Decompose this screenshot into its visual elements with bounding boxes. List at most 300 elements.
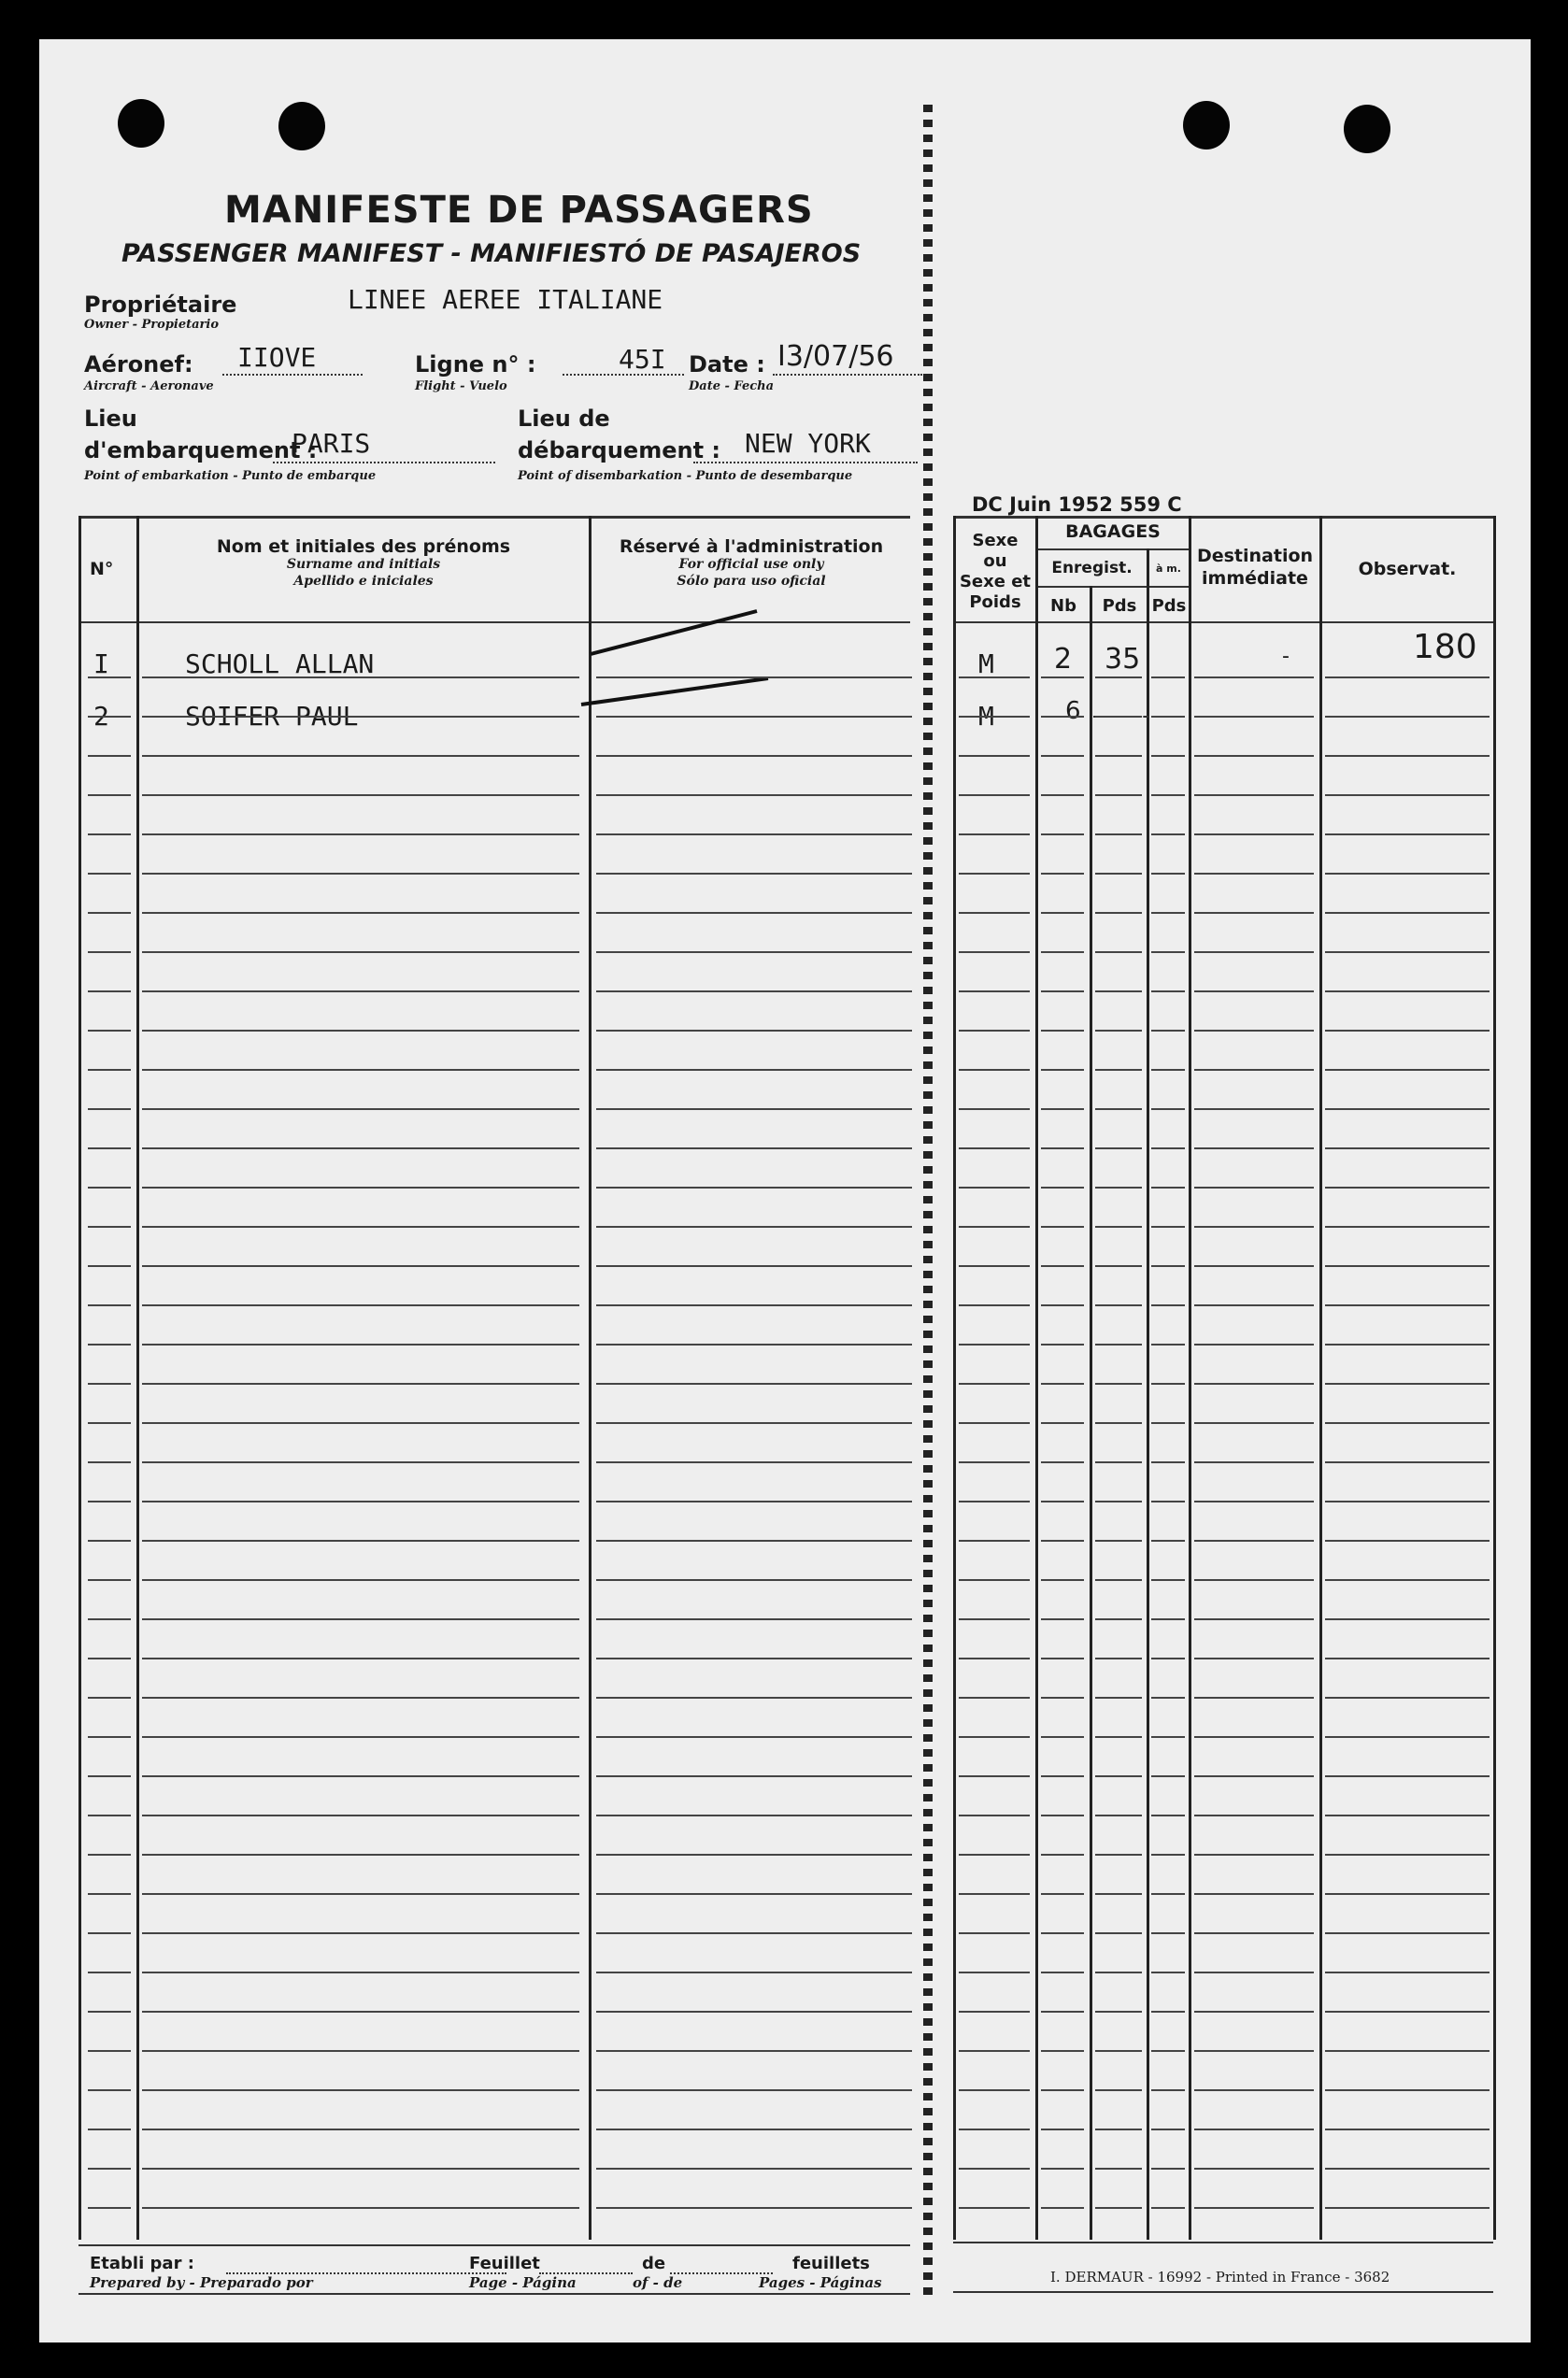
owner-label: Propriétaire — [84, 292, 237, 318]
row-rule — [1194, 833, 1314, 835]
embarkation-underline — [273, 462, 495, 463]
row-rule — [1041, 1775, 1084, 1777]
row-rule — [1095, 2089, 1142, 2091]
row-rule — [1325, 912, 1490, 914]
row-rule — [142, 794, 579, 796]
row-rule — [1151, 990, 1185, 992]
disembarkation-underline — [693, 462, 918, 463]
manifest-sheet — [39, 39, 1531, 2342]
col-border — [1493, 516, 1496, 2240]
row-rule — [1041, 2011, 1084, 2013]
row-rule — [1325, 1697, 1490, 1699]
row-rule — [596, 1265, 912, 1267]
row-rule — [1151, 2207, 1185, 2209]
col-border — [953, 516, 956, 2240]
punch-hole — [118, 99, 164, 148]
row-rule — [142, 990, 579, 992]
table-top-border — [78, 516, 910, 519]
row-rule — [1194, 1422, 1314, 1424]
row-rule — [1095, 794, 1142, 796]
col-border — [1189, 516, 1191, 2240]
row-rule — [88, 1461, 131, 1463]
sheets-label: feuillets — [792, 2254, 870, 2273]
row-rule — [596, 1893, 912, 1895]
row-rule — [1194, 990, 1314, 992]
row-rule — [1194, 1383, 1314, 1385]
header-hand-baggage: à m. — [1156, 562, 1181, 575]
row-rule — [1151, 1775, 1185, 1777]
row-rule — [1041, 1854, 1084, 1856]
row-rule — [1325, 755, 1490, 757]
row-rule — [88, 2089, 131, 2091]
header-nb: Nb — [1050, 596, 1076, 616]
row-rule — [1194, 2050, 1314, 2052]
row-rule — [1151, 1265, 1185, 1267]
row-rule — [959, 1304, 1030, 1306]
row-rule — [1325, 2129, 1490, 2130]
row-rule — [1095, 2168, 1142, 2170]
row-rule — [959, 1226, 1030, 1228]
row-rule — [1151, 873, 1185, 875]
row-rule — [88, 1775, 131, 1777]
row-rule — [88, 2129, 131, 2130]
row-rule — [1095, 912, 1142, 914]
punch-hole — [1344, 105, 1390, 153]
row-rule — [1194, 1461, 1314, 1463]
row-rule — [1151, 794, 1185, 796]
row-rule — [596, 1108, 912, 1110]
row-rule — [596, 755, 912, 757]
row-rule — [596, 2050, 912, 2052]
row-rule — [1194, 676, 1314, 678]
row-rule — [1041, 2050, 1084, 2052]
row-rule — [142, 1736, 579, 1738]
row-rule — [88, 1187, 131, 1189]
row-rule — [142, 1030, 579, 1032]
aircraft-label: Aéronef: — [84, 351, 193, 377]
row-rule — [1041, 1540, 1084, 1542]
row-rule — [959, 1540, 1030, 1542]
row-rule — [959, 1069, 1030, 1071]
form-code: DC Juin 1952 559 C — [972, 493, 1182, 516]
row-rule — [1194, 951, 1314, 953]
row-rule — [1041, 1815, 1084, 1816]
owner-sublabel: Owner - Propietario — [84, 318, 220, 332]
row-rule — [1194, 2011, 1314, 2013]
row-rule — [1194, 2168, 1314, 2170]
row-rule — [142, 1618, 579, 1620]
row-rule — [1325, 1304, 1490, 1306]
row-rule — [1325, 1344, 1490, 1346]
row-rule — [1325, 2089, 1490, 2091]
row-rule — [1194, 1540, 1314, 1542]
reserved-strike-marks — [535, 600, 777, 721]
header-pds: Pds — [1102, 596, 1137, 616]
header-reserved-fr: Réservé à l'administration — [619, 536, 884, 557]
flight-label: Ligne n° : — [415, 351, 536, 377]
row-rule — [596, 1069, 912, 1071]
row-rule — [1151, 1893, 1185, 1895]
row-rule — [142, 1854, 579, 1856]
row-rule — [1041, 1383, 1084, 1385]
header-sex-4: Poids — [969, 592, 1021, 612]
passenger-2-sex: M — [978, 701, 994, 732]
row-rule — [1151, 716, 1185, 718]
row-rule — [1151, 2011, 1185, 2013]
row-rule — [1151, 1344, 1185, 1346]
row-rule — [1095, 676, 1142, 678]
row-rule — [1151, 1501, 1185, 1502]
row-rule — [1151, 1618, 1185, 1620]
disembarkation-label-2: débarquement : — [518, 437, 721, 463]
row-rule — [596, 794, 912, 796]
row-rule — [1151, 1422, 1185, 1424]
row-rule — [959, 1461, 1030, 1463]
row-rule — [596, 1030, 912, 1032]
row-rule — [88, 1265, 131, 1267]
row-rule — [959, 2011, 1030, 2013]
row-rule — [596, 833, 912, 835]
row-rule — [88, 2050, 131, 2052]
row-rule — [142, 2168, 579, 2170]
row-rule — [1151, 1972, 1185, 1973]
header-no: N° — [90, 559, 114, 579]
passenger-1-pds: 35 — [1105, 643, 1141, 676]
col-border — [1035, 516, 1038, 2240]
row-rule — [1095, 1893, 1142, 1895]
row-rule — [1041, 1344, 1084, 1346]
row-rule — [142, 873, 579, 875]
row-rule — [959, 1697, 1030, 1699]
row-rule — [1325, 1775, 1490, 1777]
row-rule — [959, 1736, 1030, 1738]
row-rule — [1194, 1893, 1314, 1895]
row-rule — [959, 1108, 1030, 1110]
row-rule — [959, 794, 1030, 796]
row-rule — [1194, 1304, 1314, 1306]
date-sublabel: Date - Fecha — [689, 379, 774, 393]
row-rule — [596, 2168, 912, 2170]
row-rule — [1151, 1304, 1185, 1306]
row-rule — [1041, 1030, 1084, 1032]
row-rule — [959, 1972, 1030, 1973]
row-rule — [1041, 1187, 1084, 1189]
row-rule — [959, 1893, 1030, 1895]
row-rule — [1095, 873, 1142, 875]
row-rule — [1325, 1932, 1490, 1934]
row-rule — [1325, 1108, 1490, 1110]
row-rule — [1151, 1147, 1185, 1149]
row-rule — [1194, 1775, 1314, 1777]
row-rule — [1151, 676, 1185, 678]
row-rule — [1325, 676, 1490, 678]
row-rule — [88, 1304, 131, 1306]
row-rule — [959, 2207, 1030, 2209]
header-sex-3: Sexe et — [959, 572, 1032, 591]
disembarkation-label-1: Lieu de — [518, 406, 610, 432]
row-rule — [1325, 2207, 1490, 2209]
row-rule — [596, 1344, 912, 1346]
row-rule — [1194, 1697, 1314, 1699]
row-rule — [1095, 2207, 1142, 2209]
row-rule — [1151, 833, 1185, 835]
row-rule — [142, 1422, 579, 1424]
row-rule — [596, 912, 912, 914]
passenger-1-no: I — [93, 648, 109, 679]
embarkation-value: PARIS — [292, 428, 371, 459]
row-rule — [959, 1932, 1030, 1934]
row-rule — [1041, 1893, 1084, 1895]
row-rule — [959, 2129, 1030, 2130]
row-rule — [88, 873, 131, 875]
row-rule — [1194, 1618, 1314, 1620]
row-rule — [1194, 1030, 1314, 1032]
row-rule — [596, 1736, 912, 1738]
row-rule — [959, 755, 1030, 757]
row-rule — [1325, 2011, 1490, 2013]
table-top-border-right — [953, 516, 1493, 519]
sheet-sublabel: Page - Página — [469, 2274, 577, 2291]
row-rule — [1041, 1618, 1084, 1620]
row-rule — [1325, 1461, 1490, 1463]
row-rule — [88, 833, 131, 835]
row-rule — [1095, 1697, 1142, 1699]
row-rule — [1194, 1579, 1314, 1581]
row-rule — [1194, 1344, 1314, 1346]
row-rule — [1325, 1893, 1490, 1895]
row-rule — [596, 1540, 912, 1542]
row-rule — [596, 1618, 912, 1620]
row-rule — [1041, 951, 1084, 953]
row-rule — [1194, 1226, 1314, 1228]
row-rule — [959, 1579, 1030, 1581]
row-rule — [88, 1501, 131, 1502]
header-name-fr: Nom et initiales des prénoms — [216, 536, 511, 557]
table-header-bottom-right — [953, 621, 1493, 623]
col-border — [1147, 548, 1149, 2240]
row-rule — [959, 1265, 1030, 1267]
row-rule — [1151, 1226, 1185, 1228]
header-sex-1: Sexe — [972, 531, 1019, 550]
row-rule — [142, 1226, 579, 1228]
row-rule — [1325, 1030, 1490, 1032]
punch-hole — [278, 102, 325, 150]
footer-bottom-border-right — [953, 2291, 1493, 2293]
row-rule — [1041, 1736, 1084, 1738]
row-rule — [1325, 1658, 1490, 1659]
row-rule — [596, 716, 912, 718]
row-rule — [1095, 1854, 1142, 1856]
row-rule — [1151, 2168, 1185, 2170]
row-rule — [959, 912, 1030, 914]
row-rule — [596, 1658, 912, 1659]
row-rule — [596, 951, 912, 953]
row-rule — [959, 1775, 1030, 1777]
disembarkation-value: NEW YORK — [745, 428, 871, 459]
row-rule — [142, 951, 579, 953]
row-rule — [1041, 1932, 1084, 1934]
row-rule — [142, 1697, 579, 1699]
row-rule — [1095, 1461, 1142, 1463]
row-rule — [1325, 833, 1490, 835]
row-rule — [142, 676, 579, 678]
row-rule — [142, 1815, 579, 1816]
row-rule — [142, 1187, 579, 1189]
row-rule — [88, 716, 131, 718]
passenger-2-nb: 6 — [1065, 697, 1081, 725]
row-rule — [1095, 1501, 1142, 1502]
row-rule — [1095, 1932, 1142, 1934]
passenger-1-nb: 2 — [1054, 643, 1073, 676]
sheet-label: Feuillet — [469, 2254, 540, 2273]
row-rule — [88, 1815, 131, 1816]
row-rule — [1095, 1972, 1142, 1973]
header-name-es: Apellido e iniciales — [293, 574, 434, 589]
row-rule — [1095, 951, 1142, 953]
row-rule — [1041, 1304, 1084, 1306]
row-rule — [88, 2168, 131, 2170]
row-rule — [596, 1697, 912, 1699]
row-rule — [142, 1461, 579, 1463]
row-rule — [1325, 951, 1490, 953]
row-rule — [1151, 1069, 1185, 1071]
row-rule — [1095, 2050, 1142, 2052]
row-rule — [1325, 1069, 1490, 1071]
passenger-1-sex: M — [978, 648, 994, 679]
row-rule — [142, 833, 579, 835]
row-rule — [142, 1972, 579, 1973]
row-rule — [959, 2050, 1030, 2052]
row-rule — [142, 755, 579, 757]
disembarkation-sublabel: Point of disembarkation - Punto de desembarque — [518, 469, 853, 483]
row-rule — [1194, 2089, 1314, 2091]
row-rule — [88, 755, 131, 757]
row-rule — [1325, 1579, 1490, 1581]
row-rule — [596, 990, 912, 992]
row-rule — [142, 1658, 579, 1659]
row-rule — [88, 1108, 131, 1110]
row-rule — [596, 1304, 912, 1306]
footer-top-border-right — [953, 2242, 1493, 2243]
row-rule — [88, 1147, 131, 1149]
row-rule — [596, 1815, 912, 1816]
header-sex-2: ou — [983, 551, 1007, 571]
row-rule — [1194, 794, 1314, 796]
row-rule — [1325, 1815, 1490, 1816]
row-rule — [88, 1422, 131, 1424]
footer-top-border — [78, 2244, 910, 2246]
row-rule — [1095, 1265, 1142, 1267]
row-rule — [1151, 1932, 1185, 1934]
printer-imprint: I. DERMAUR - 16992 - Printed in France - 3682 — [1050, 2269, 1390, 2285]
row-rule — [88, 1736, 131, 1738]
row-rule — [959, 1344, 1030, 1346]
row-rule — [1041, 794, 1084, 796]
row-rule — [1194, 1147, 1314, 1149]
row-rule — [1095, 1815, 1142, 1816]
row-rule — [88, 1854, 131, 1856]
row-rule — [596, 676, 912, 678]
row-rule — [959, 1501, 1030, 1502]
row-rule — [1325, 1736, 1490, 1738]
row-rule — [1194, 1108, 1314, 1110]
row-rule — [1095, 1344, 1142, 1346]
row-rule — [142, 2050, 579, 2052]
row-rule — [1041, 1265, 1084, 1267]
footer-bottom-border — [78, 2293, 910, 2295]
row-rule — [596, 2207, 912, 2209]
row-rule — [596, 1187, 912, 1189]
row-rule — [88, 1344, 131, 1346]
row-rule — [959, 716, 1030, 718]
row-rule — [142, 1540, 579, 1542]
row-rule — [959, 1030, 1030, 1032]
row-rule — [88, 1069, 131, 1071]
row-rule — [1194, 1187, 1314, 1189]
row-rule — [1095, 1540, 1142, 1542]
row-rule — [1095, 1383, 1142, 1385]
aircraft-value: IIOVE — [237, 342, 317, 373]
row-rule — [596, 1422, 912, 1424]
row-rule — [959, 1383, 1030, 1385]
row-rule — [1095, 716, 1142, 718]
row-rule — [1095, 1030, 1142, 1032]
row-rule — [142, 1893, 579, 1895]
row-rule — [1041, 912, 1084, 914]
row-rule — [1041, 2207, 1084, 2209]
row-rule — [596, 1147, 912, 1149]
row-rule — [1041, 1108, 1084, 1110]
row-rule — [1325, 1972, 1490, 1973]
row-rule — [1325, 1265, 1490, 1267]
row-rule — [596, 1501, 912, 1502]
row-rule — [1325, 990, 1490, 992]
row-rule — [1151, 1383, 1185, 1385]
row-rule — [142, 1932, 579, 1934]
row-rule — [142, 912, 579, 914]
row-rule — [142, 2011, 579, 2013]
row-rule — [1095, 833, 1142, 835]
row-rule — [959, 1147, 1030, 1149]
row-rule — [1151, 1030, 1185, 1032]
row-rule — [1194, 1501, 1314, 1502]
prepared-by-sublabel: Prepared by - Preparado por — [90, 2274, 313, 2291]
row-rule — [1041, 1422, 1084, 1424]
row-rule — [1041, 2168, 1084, 2170]
row-rule — [142, 1501, 579, 1502]
header-destination-2: immédiate — [1202, 568, 1308, 589]
row-rule — [1151, 1658, 1185, 1659]
row-rule — [1095, 2011, 1142, 2013]
header-pds-hand: Pds — [1151, 596, 1187, 616]
row-rule — [88, 1618, 131, 1620]
row-rule — [1151, 755, 1185, 757]
col-border — [78, 516, 81, 2240]
of-underline — [670, 2272, 773, 2274]
row-rule — [1095, 1618, 1142, 1620]
row-rule — [1095, 1775, 1142, 1777]
row-rule — [1095, 990, 1142, 992]
page-title: MANIFESTE DE PASSAGERS — [224, 189, 814, 232]
row-rule — [1194, 2207, 1314, 2209]
row-rule — [596, 1932, 912, 1934]
header-observat: Observat. — [1358, 559, 1457, 579]
row-rule — [1041, 2129, 1084, 2130]
row-rule — [596, 1775, 912, 1777]
row-rule — [1194, 1854, 1314, 1856]
row-rule — [959, 873, 1030, 875]
row-rule — [1151, 912, 1185, 914]
